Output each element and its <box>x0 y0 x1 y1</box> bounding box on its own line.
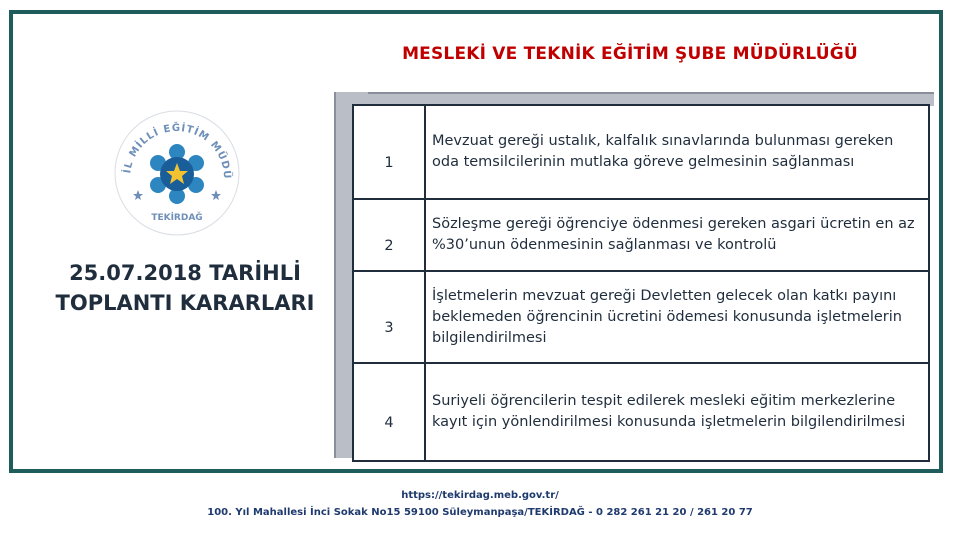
meeting-heading-line2: TOPLANTI KARARLARI <box>55 291 315 315</box>
table-row <box>353 271 929 363</box>
decision-number: 1 <box>353 105 425 199</box>
website-link[interactable]: https://tekirdag.meb.gov.tr/ <box>401 490 559 501</box>
table-row <box>353 363 929 461</box>
table-row <box>353 199 929 271</box>
decision-text: Suriyeli öğrencilerin tespit edilerek mesleki eğitim merkezlerine kayıt için yönlendirilmesi konusunda işletmelerin bilgilendirilmesi <box>425 363 929 461</box>
meeting-heading <box>40 258 330 318</box>
decision-text: Mevzuat gereği ustalık, kalfalık sınavlarında bulunması gereken oda temsilcilerinin mutlaka göreve gelmesinin sağlanması <box>425 105 929 199</box>
decision-number: 3 <box>353 271 425 363</box>
svg-text:İL MİLLİ EĞİTİM MÜDÜRLÜĞÜ: İL MİLLİ EĞİTİM MÜDÜ <box>122 122 233 180</box>
decision-number: 4 <box>353 363 425 461</box>
ministry-seal-icon <box>112 108 242 238</box>
decision-text: Sözleşme gereği öğrenciye ödenmesi gereken asgari ücretin en az %30’unun ödenmesinin sağlanması ve kontrolü <box>425 199 929 271</box>
page-title: MESLEKİ VE TEKNİK EĞİTİM ŞUBE MÜDÜRLÜĞÜ <box>402 44 858 64</box>
meeting-heading-line1: 25.07.2018 TARİHLİ <box>69 261 301 285</box>
decision-number: 2 <box>353 199 425 271</box>
decision-text: İşletmelerin mevzuat gereği Devletten gelecek olan katkı payını beklemeden öğrencinin ücretini ödemesi konusunda işletmelerin bilgilendirilmesi <box>425 271 929 363</box>
footer-address: 100. Yıl Mahallesi İnci Sokak No15 59100 Süleymanpaşa/TEKİRDAĞ - 0 282 261 21 20 / 261 20 77 <box>207 507 753 518</box>
svg-text:TEKİRDAĞ: TEKİRDAĞ <box>151 213 203 223</box>
decisions-table <box>352 104 930 462</box>
table-row <box>353 105 929 199</box>
